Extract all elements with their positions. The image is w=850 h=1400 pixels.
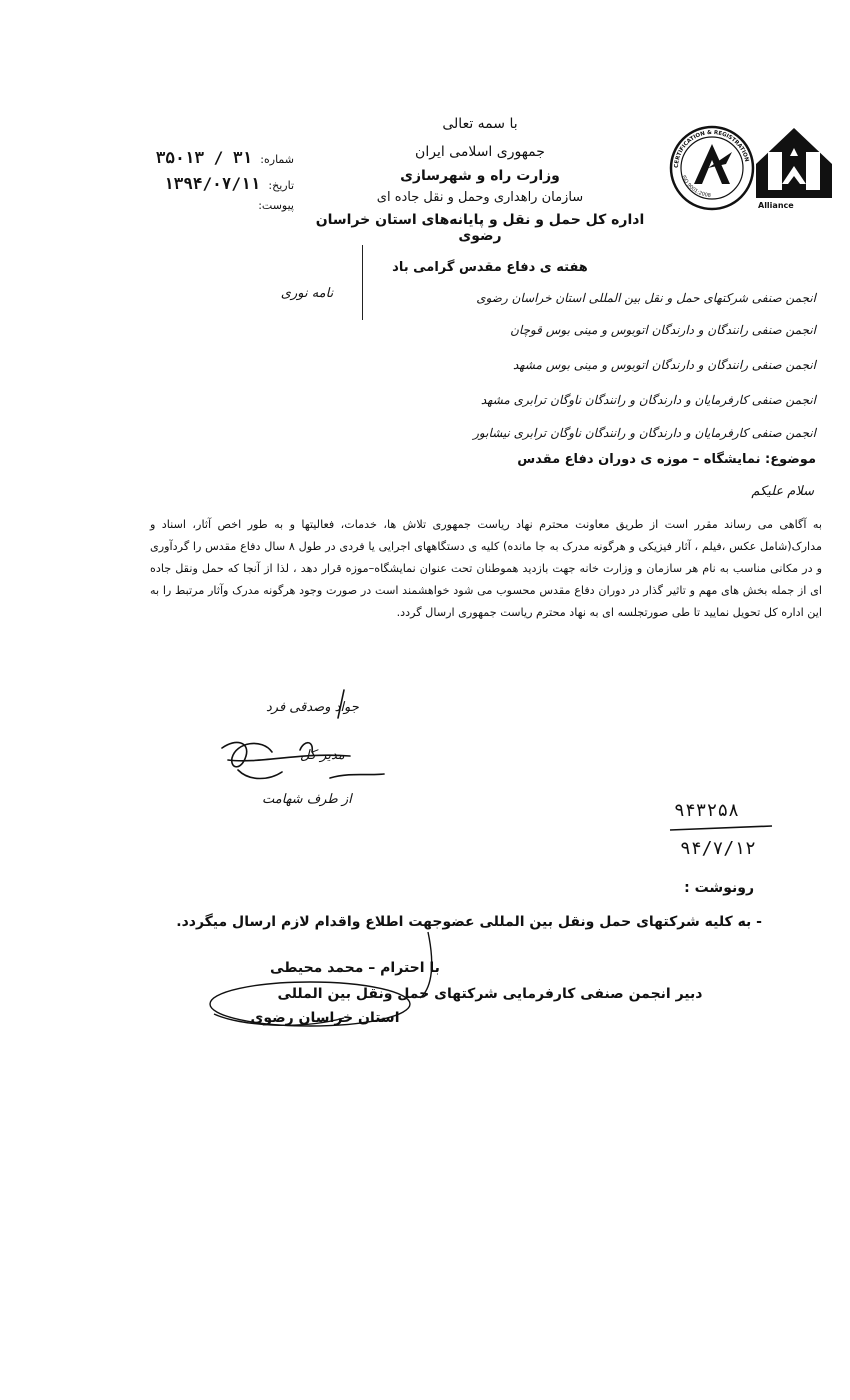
number-label: شماره: (260, 153, 294, 166)
logo-brand-text: Alliance (758, 201, 794, 210)
letter-subject: موضوع: نمایشگاه – موزه ی دوران دفاع مقدس (517, 452, 816, 467)
department-name: اداره کل حمل و نقل و پایانه‌های استان خراسان رضوی (315, 212, 645, 244)
signature-scribble (222, 690, 384, 779)
country-name: جمهوری اسلامی ایران (415, 144, 545, 160)
secretary-province: استان خراسان رضوی (250, 1010, 400, 1026)
signer-on-behalf: از طرف شهامت (262, 792, 352, 807)
recipient-4: انجمن صنفی کارفرمایان و دارندگان و رانندگان ناوگان ترابری مشهد (480, 393, 816, 407)
number-value: ۳۱ / ۳۵۰۱۳ (155, 148, 253, 167)
signer-title: مدیر کل (300, 748, 345, 763)
stamp-underline (670, 826, 772, 830)
secretary-seal-scribble (210, 932, 432, 1026)
letter-body: به آگاهی می رساند مقرر است از طریق معاونت محترم نهاد ریاست جمهوری تلاش ها، خدمات، فعالیتها و به طور اخص آثار، اسناد و مدارک(شامل عکس ،فیلم ، آثار فیزیکی و هرگونه مدرک به جا مانده) کلیه ی دستگاههای اجرایی یا فردی در طول ۸ سال دفاع مقدس را گردآوری و در مکانی مناسب به نام هر سازمان و وزارت خانه جهت بازدید هموطنان تحت عنوان نمایشگاه–موزه قرار دهد ، لذا از آنجا که حمل ونقل جاده ای از جمله بخش های مهم و تاثیر گذار در دوران دفاع مقدس محسوب می شود خواهشمند است در صورت وجود هرگونه مدرک وآثار مرتبط را به این اداره کل تحویل نمایید تا طی صورتجلسه ای به نهاد محترم ریاست جمهوری ارسال گردد. (150, 518, 822, 619)
bismillah: با سمه تعالی (442, 116, 518, 132)
recipient-5: انجمن صنفی کارفرمایان و دارندگان و رانندگان ناوگان ترابری نیشابور (473, 426, 816, 440)
ministry-name: وزارت راه و شهرسازی (400, 168, 560, 184)
copy-heading: رونوشت : (684, 880, 754, 896)
greeting: سلام علیکم (751, 484, 814, 499)
copy-text: - به کلیه شرکتهای حمل ونقل بین المللی عضوجهت اطلاع واقدام لازم ارسال میگردد. (176, 914, 762, 930)
regards-line: با احترام – محمد محیطی (270, 960, 440, 976)
date-value: ۱۳۹۴/۰۷/۱۱ (163, 174, 261, 193)
date-label: تاریخ: (268, 179, 294, 192)
signer-name: جواد وصدقی فرد (266, 700, 359, 715)
recipient-1: انجمن صنفی شرکتهای حمل و نقل بین المللی استان خراسان رضوی (476, 291, 816, 305)
recipient-2: انجمن صنفی رانندگان و دارندگان اتوبوس و مینی بوس قوچان (510, 323, 816, 337)
attachment-label: پیوست: (258, 199, 294, 212)
secretary-title: دبیر انجمن صنفی کارفرمایی شرکتهای حمل ونقل بین المللی (277, 986, 703, 1002)
registration-number: ۹۴۳۲۵۸ (674, 800, 740, 821)
logo-ring-bottom-text: ISO 9001:2008 (680, 174, 712, 199)
handwritten-note: نامه نوری (280, 286, 334, 301)
banner-slogan: هفته ی دفاع مقدس گرامی باد (392, 260, 588, 275)
registration-date: ۹۴/۷/۱۲ (680, 838, 756, 859)
organization-name: سازمان راهداری وحمل و نقل جاده ای (376, 190, 584, 205)
logo-ring-text: CERTIFICATION & REGISTRATION (673, 129, 750, 169)
recipient-3: انجمن صنفی رانندگان و دارندگان اتوبوس و مینی بوس مشهد (512, 358, 816, 372)
